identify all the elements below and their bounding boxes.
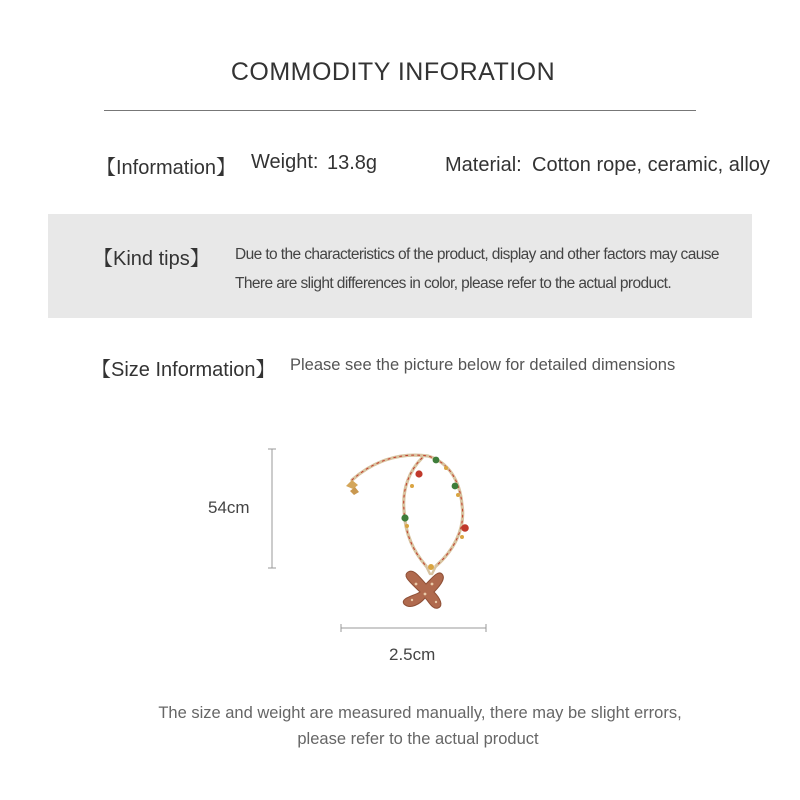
- width-dimension-label: 2.5cm: [389, 645, 436, 664]
- footer-note-line: The size and weight are measured manually, there may be slight errors,: [158, 704, 682, 722]
- size-information-description: Please see the picture below for detailed dimensions: [290, 356, 676, 374]
- footer-note-line: please refer to the actual product: [297, 730, 539, 748]
- weight-value: 13.8g: [327, 152, 378, 174]
- material-value: Cotton rope, ceramic, alloy: [532, 154, 770, 176]
- bracelet-clasp: [346, 480, 359, 495]
- bracelet-cord: [352, 455, 463, 574]
- kind-tips-label: 【Kind tips】: [93, 248, 210, 270]
- kind-tips-line: There are slight differences in color, please refer to the actual product.: [235, 275, 672, 292]
- kind-tips-line: Due to the characteristics of the product, display and other factors may cause: [235, 246, 719, 263]
- weight-label: Weight:: [251, 151, 319, 173]
- pendant-charm: [403, 571, 443, 608]
- width-dimension-line: [341, 624, 486, 632]
- material-label: Material:: [445, 154, 522, 176]
- size-information-label: 【Size Information】: [91, 359, 276, 381]
- height-dimension-line: [268, 449, 276, 568]
- height-dimension-label: 54cm: [208, 498, 250, 517]
- page-title: COMMODITY INFORATION: [230, 58, 556, 86]
- information-label: 【Information】: [96, 157, 237, 179]
